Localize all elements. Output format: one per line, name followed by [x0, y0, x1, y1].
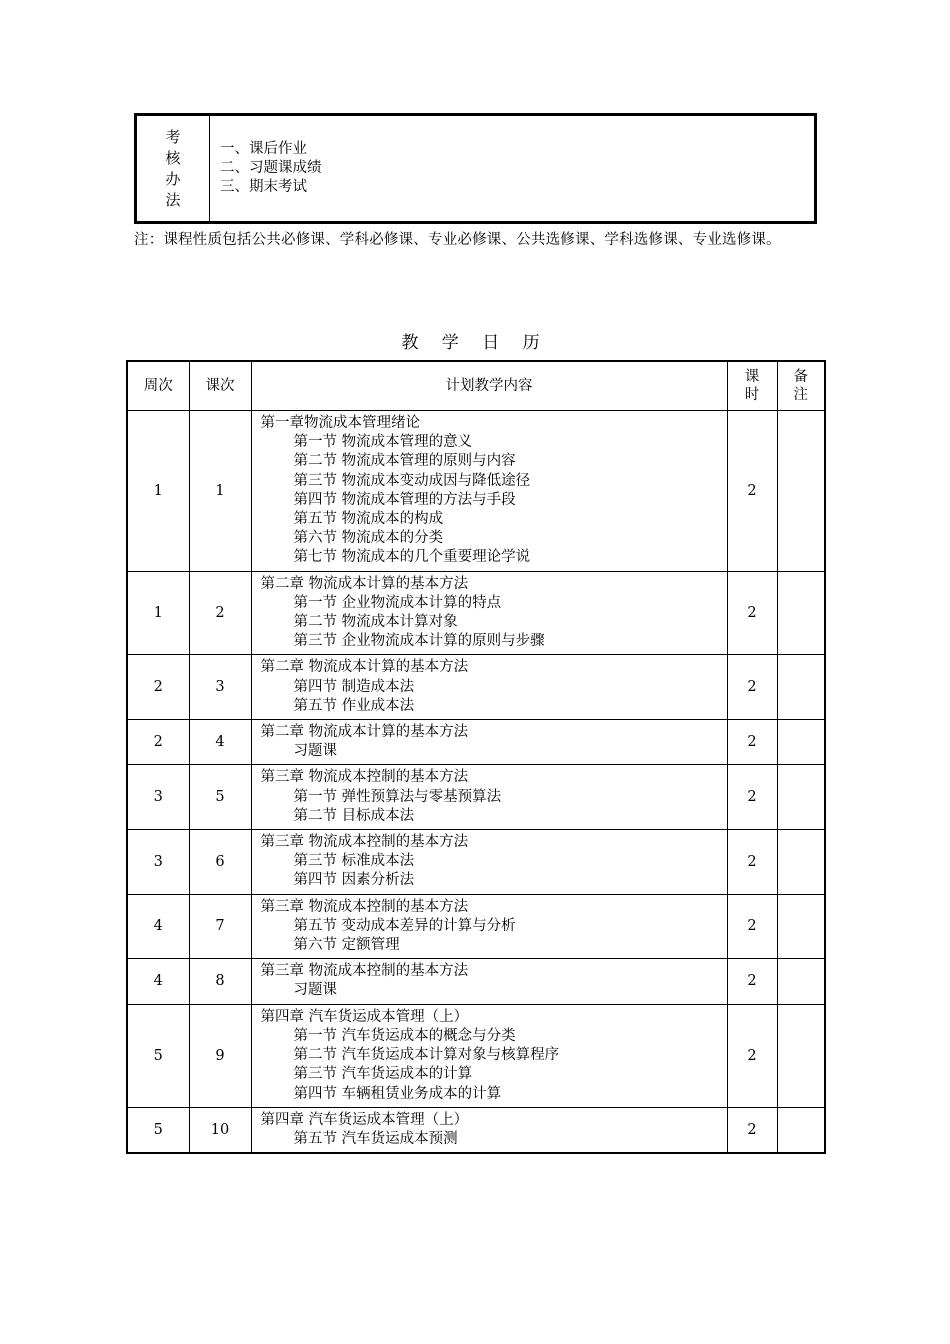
lesson-cell: 5	[189, 765, 251, 830]
content-cell	[251, 411, 727, 572]
lesson-cell: 1	[189, 411, 251, 572]
section-item: 第一节 弹性预算法与零基预算法	[293, 788, 502, 805]
calendar-row	[127, 571, 825, 655]
week-cell: 4	[127, 894, 189, 959]
chapter-title: 第二章 物流成本计算的基本方法	[260, 575, 469, 592]
assessment-items	[210, 115, 816, 223]
section-item: 第三节 汽车货运成本的计算	[293, 1066, 473, 1083]
remarks-cell	[777, 411, 825, 572]
hours-cell: 2	[727, 1107, 777, 1153]
assessment-label-char: 法	[165, 190, 181, 209]
remarks-cell	[777, 959, 825, 1004]
content-cell	[251, 765, 727, 830]
section-item: 第一节 汽车货运成本的概念与分类	[293, 1027, 516, 1044]
section-item: 第二节 物流成本计算对象	[293, 614, 458, 631]
section-item: 习题课	[293, 982, 337, 999]
calendar-header-row	[127, 361, 825, 411]
lesson-cell: 8	[189, 959, 251, 1004]
assessment-label-char: 核	[165, 148, 181, 167]
remarks-cell	[777, 720, 825, 765]
assessment-table	[134, 113, 817, 224]
chapter-title: 第三章 物流成本控制的基本方法	[260, 769, 469, 786]
week-cell: 3	[127, 765, 189, 830]
lesson-cell: 7	[189, 894, 251, 959]
hours-cell: 2	[727, 411, 777, 572]
chapter-title: 第二章 物流成本计算的基本方法	[260, 724, 469, 741]
chapter-title: 第三章 物流成本控制的基本方法	[260, 834, 469, 851]
remarks-cell	[777, 894, 825, 959]
lesson-cell: 3	[189, 655, 251, 720]
section-item: 第二节 目标成本法	[293, 807, 415, 824]
section-item: 第三节 物流成本变动成因与降低途径	[293, 472, 531, 489]
content-cell	[251, 720, 727, 765]
remarks-cell	[777, 571, 825, 655]
section-item: 第六节 定额管理	[293, 937, 400, 954]
chapter-title: 第一章物流成本管理绪论	[260, 415, 420, 431]
section-item: 第一节 企业物流成本计算的特点	[293, 594, 502, 611]
hours-cell: 2	[727, 894, 777, 959]
chapter-title: 第三章 物流成本控制的基本方法	[260, 898, 469, 915]
remarks-cell	[777, 1004, 825, 1107]
section-item: 第五节 物流成本的构成	[293, 511, 444, 528]
section-item: 第六节 物流成本的分类	[293, 530, 444, 547]
header-hours-char: 时	[744, 387, 760, 403]
assessment-item: 一、课后作业	[220, 141, 307, 157]
header-week: 周次	[127, 361, 189, 411]
week-cell: 1	[127, 411, 189, 572]
assessment-item: 三、期末考试	[220, 179, 307, 195]
content-cell	[251, 894, 727, 959]
week-cell: 1	[127, 571, 189, 655]
chapter-title: 第二章 物流成本计算的基本方法	[260, 659, 469, 676]
header-lesson: 课次	[189, 361, 251, 411]
content-cell	[251, 959, 727, 1004]
header-remarks-char: 注	[793, 387, 808, 403]
hours-cell: 2	[727, 959, 777, 1004]
calendar-row	[127, 894, 825, 959]
assessment-item: 二、习题课成绩	[220, 160, 322, 176]
remarks-cell	[777, 655, 825, 720]
course-type-note: 注：课程性质包括公共必修课、学科必修课、专业必修课、公共选修课、学科选修课、专业选修课。	[134, 232, 781, 248]
remarks-cell	[777, 830, 825, 895]
section-item: 第四节 物流成本管理的方法与手段	[293, 491, 516, 508]
chapter-title: 第三章 物流成本控制的基本方法	[260, 963, 469, 980]
section-item: 第五节 汽车货运成本预测	[293, 1130, 458, 1147]
section-item: 第四节 制造成本法	[293, 678, 415, 695]
lesson-cell: 10	[189, 1107, 251, 1153]
section-item: 第二节 物流成本管理的原则与内容	[293, 453, 516, 470]
assessment-label-char: 考	[165, 127, 181, 146]
hours-cell: 2	[727, 571, 777, 655]
header-content: 计划教学内容	[251, 361, 727, 411]
calendar-row	[127, 959, 825, 1004]
section-item: 第五节 变动成本差异的计算与分析	[293, 917, 516, 934]
section-item: 第三节 企业物流成本计算的原则与步骤	[293, 633, 545, 650]
calendar-row	[127, 765, 825, 830]
lesson-cell: 6	[189, 830, 251, 895]
remarks-cell	[777, 1107, 825, 1153]
hours-cell: 2	[727, 830, 777, 895]
chapter-title: 第四章 汽车货运成本管理（上）	[260, 1111, 469, 1128]
section-item: 第二节 汽车货运成本计算对象与核算程序	[293, 1047, 560, 1064]
header-remarks-char: 备	[793, 369, 808, 385]
header-hours	[727, 361, 777, 411]
content-cell	[251, 571, 727, 655]
calendar-row	[127, 1107, 825, 1153]
calendar-row	[127, 830, 825, 895]
content-cell	[251, 1107, 727, 1153]
section-item: 第七节 物流成本的几个重要理论学说	[293, 549, 531, 566]
header-hours-char: 课	[744, 369, 760, 385]
week-cell: 4	[127, 959, 189, 1004]
content-cell	[251, 830, 727, 895]
calendar-title: 教 学 日 历	[401, 333, 549, 353]
week-cell: 5	[127, 1004, 189, 1107]
section-item: 第五节 作业成本法	[293, 697, 415, 714]
section-item: 习题课	[293, 743, 337, 760]
calendar-row	[127, 655, 825, 720]
hours-cell: 2	[727, 765, 777, 830]
hours-cell: 2	[727, 1004, 777, 1107]
section-item: 第四节 因素分析法	[293, 872, 415, 889]
lesson-cell: 9	[189, 1004, 251, 1107]
calendar-row	[127, 1004, 825, 1107]
assessment-label	[136, 115, 210, 223]
calendar-row	[127, 411, 825, 572]
assessment-label-char: 办	[165, 169, 181, 188]
week-cell: 3	[127, 830, 189, 895]
section-item: 第一节 物流成本管理的意义	[293, 434, 473, 451]
calendar-body	[127, 411, 825, 1154]
content-cell	[251, 1004, 727, 1107]
header-remarks	[777, 361, 825, 411]
lesson-cell: 2	[189, 571, 251, 655]
week-cell: 5	[127, 1107, 189, 1153]
remarks-cell	[777, 765, 825, 830]
hours-cell: 2	[727, 720, 777, 765]
week-cell: 2	[127, 720, 189, 765]
section-item: 第三节 标准成本法	[293, 853, 415, 870]
lesson-cell: 4	[189, 720, 251, 765]
section-item: 第四节 车辆租赁业务成本的计算	[293, 1085, 502, 1102]
calendar-row	[127, 720, 825, 765]
hours-cell: 2	[727, 655, 777, 720]
week-cell: 2	[127, 655, 189, 720]
content-cell	[251, 655, 727, 720]
chapter-title: 第四章 汽车货运成本管理（上）	[260, 1008, 469, 1025]
teaching-calendar-table	[126, 360, 826, 1154]
